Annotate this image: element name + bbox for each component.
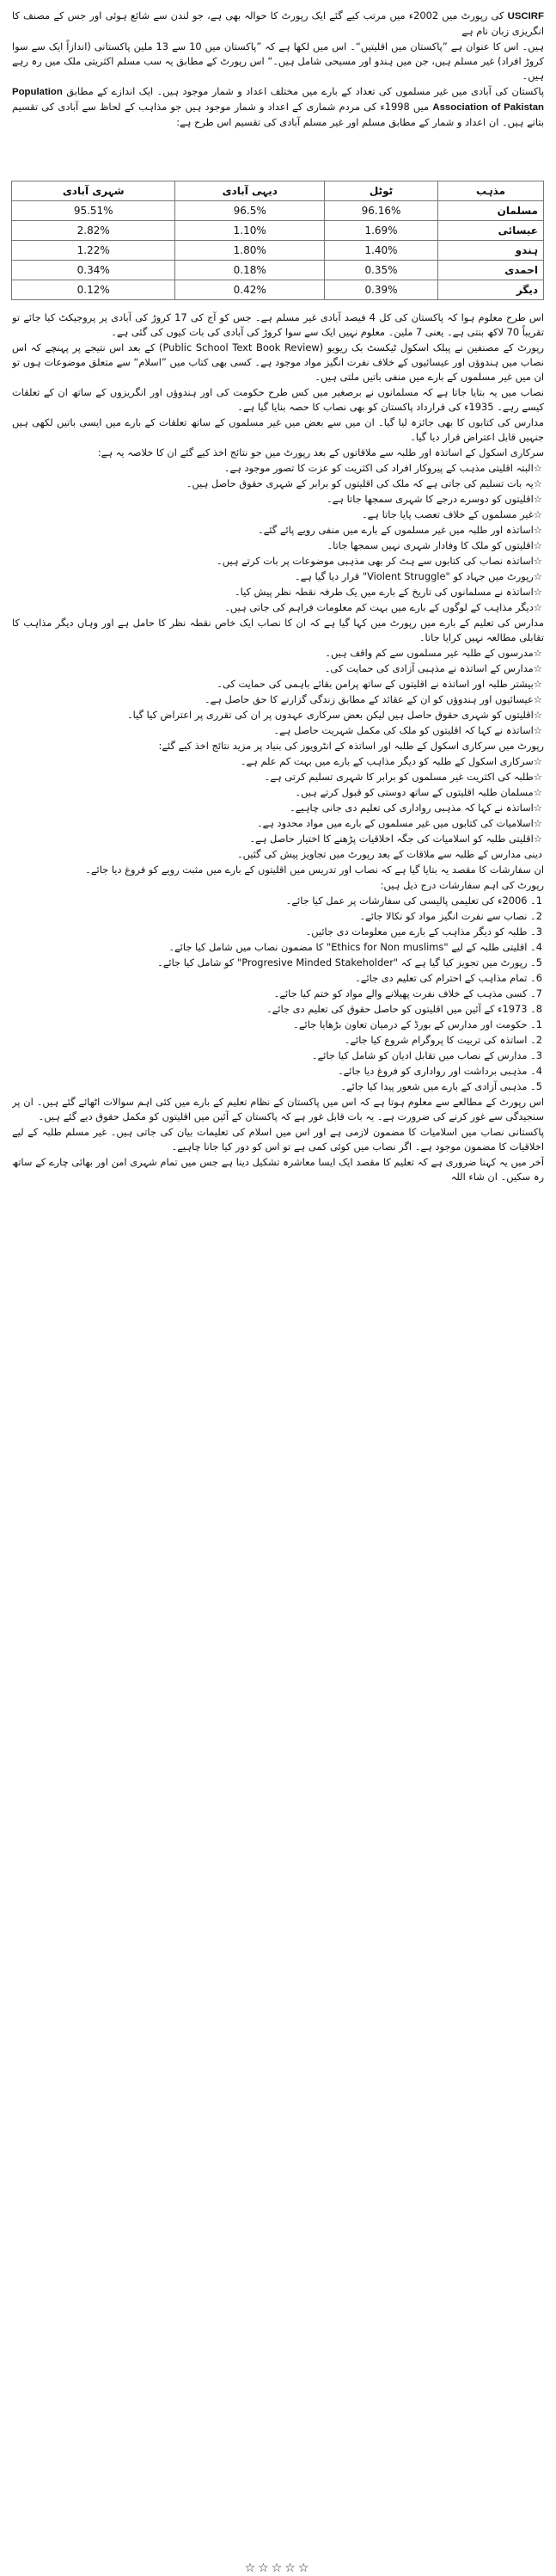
stakeholder-term: "Progresive Minded Stakeholder": [236, 956, 399, 968]
body-paragraph: پاکستانی نصاب میں اسلامیات کا مضمون لازمی ہے اور اس میں اسلام کی تعلیمات بیان کی جاتی ہیں۔ غیر مسلم طلبہ کے لیے اخلاقیات کا مضمون موجود ہے۔ اگر نصاب میں کوئی کمی ہے تو اس کو دور کیا جانا چاہیے۔: [12, 1126, 544, 1153]
body-paragraph: اس رپورٹ کے مطالعے سے معلوم ہوتا ہے کہ اس میں پاکستان کے نظام تعلیم کے بارے میں کئی اہم سوالات اٹھائے گئے ہیں۔ ان پر سنجیدگی سے غور کرنے کی ضرورت ہے۔ یہ بات قابل غور ہے کہ پاکستان کے آئین میں اقلیتوں کو مکمل حقوق دیے گئے ہیں۔: [12, 1096, 544, 1122]
star-bullet-icon: ☆: [533, 802, 542, 814]
list-item: ☆اقلیتی طلبہ کو اسلامیات کی جگہ اخلاقیات پڑھنے کا اختیار حاصل ہے۔: [249, 833, 542, 845]
stakeholder-recommendation-item: 5۔ رپورٹ میں تجویز کیا گیا ہے کہ "Progresive Minded Stakeholder" کو شامل کیا جائے۔: [157, 956, 542, 968]
body-paragraph: آخر میں یہ کہنا ضروری ہے کہ تعلیم کا مقصد ایک ایسا معاشرہ تشکیل دینا ہے جس میں تمام شہری امن اور بھائی چارے کے ساتھ رہ سکیں۔ ان شاء اللہ: [12, 1156, 544, 1183]
star-bullet-icon: ☆: [533, 524, 542, 536]
intro-text-1: کی رپورٹ میں 2002ء میں مرتب کیے گئے ایک رپورٹ کا حوالہ بھی ہے، جو لندن سے شائع ہوئی اور جس کے مصنف کا انگریزی زبان نام ہے: [12, 9, 544, 37]
star-bullet-icon: ☆: [533, 662, 542, 674]
body-paragraph: مدارس کی تعلیم کے بارے میں رپورٹ میں کہا گیا ہے کہ ان کا نصاب ایک خاص نقطہ نظر کا حامل ہے اور وہاں دیگر مذاہب کا تقابلی مطالعہ نہیں کرایا جاتا۔: [12, 617, 544, 643]
uscirf-label: USCIRF: [507, 11, 544, 22]
star-bullet-icon: ☆: [533, 755, 542, 767]
table-cell: 0.18%: [175, 261, 325, 280]
table-cell: 1.80%: [175, 241, 325, 261]
ethics-term: "Ethics for Non muslims": [326, 941, 449, 953]
list-item: ☆طلبہ کی اکثریت غیر مسلموں کو برابر کا شہری تسلیم کرتی ہے۔: [264, 771, 542, 783]
list-item: ☆اساتذہ اور طلبہ میں غیر مسلموں کے بارے میں منفی رویے پائے گئے۔: [258, 524, 542, 536]
body-paragraph: رپورٹ کی اہم سفارشات درج ذیل ہیں:: [380, 879, 544, 891]
body-paragraph: نصاب میں یہ بتایا جاتا ہے کہ مسلمانوں نے برصغیر میں کس طرح حکومت کی اور ہندوؤں اور انگریزوں کے ساتھ ان کے تعلقات کیسے رہے۔ 1935ء کی قرارداد پاکستان کو بھی نصاب کا حصہ بنایا گیا ہے۔: [12, 386, 544, 413]
table-row: [12, 201, 544, 221]
table-cell: 0.34%: [12, 261, 175, 280]
recommendation-item: 8۔ 1973ء کے آئین میں اقلیتوں کو حاصل حقوق کی تعلیم دی جائے۔: [266, 1003, 542, 1015]
list-item: ☆بیشتر طلبہ اور اساتذہ نے اقلیتوں کے ساتھ پرامن بقائے باہمی کی حمایت کی۔: [217, 678, 542, 690]
violent-struggle-item: ☆رپورٹ میں جہاد کو "Violent Struggle" قرار دیا گیا ہے۔: [294, 570, 542, 582]
body-paragraph: رپورٹ کے مصنفین نے پبلک اسکول ٹیکسٹ بک ریویو (Public School Text Book Review) کے بعد اس نتیجے پر پہنچے کہ اس نصاب میں ہندوؤں اور عیسائیوں کے خلاف نفرت انگیز مواد موجود ہے۔ کسی بھی کتاب میں ”اسلام“ سے متعلق موضوعات ہوں تو ان میں غیر مسلموں کے بارے میں منفی باتیں ملتی ہیں۔: [12, 341, 544, 383]
table-cell: 96.5%: [175, 201, 325, 221]
table-cell: 2.82%: [12, 221, 175, 241]
table-cell: 96.16%: [325, 201, 438, 221]
star-bullet-icon: ☆: [533, 539, 542, 551]
ethics-recommendation-item: 4۔ اقلیتی طلبہ کے لیے "Ethics for Non muslims" کا مضمون نصاب میں شامل کیا جائے۔: [168, 941, 542, 953]
recommendation-item: 5۔ مذہبی آزادی کے بارے میں شعور پیدا کیا جائے۔: [340, 1080, 542, 1092]
star-bullet-icon: ☆: [533, 771, 542, 783]
body-paragraph: رپورٹ میں سرکاری اسکول کے طلبہ اور اساتذہ کے انٹرویوز کی بنیاد پر مزید نتائج اخذ کیے گئے:: [158, 740, 544, 752]
list-item: ☆اقلیتوں کو ملک کا وفادار شہری نہیں سمجھا جاتا۔: [327, 539, 542, 551]
star-bullet-icon: ☆: [533, 709, 542, 721]
star-bullet-icon: ☆: [533, 647, 542, 659]
table-row: [12, 221, 544, 241]
table-cell: 1.40%: [325, 241, 438, 261]
list-item: ☆اسلامیات کی کتابوں میں غیر مسلموں کے بارے میں مواد محدود ہے۔: [256, 817, 542, 829]
recommendation-item: 4۔ مذہبی برداشت اور رواداری کو فروغ دیا جائے۔: [337, 1065, 542, 1077]
star-bullet-icon: ☆: [533, 477, 542, 489]
recommendation-item: 1۔ 2006ء کی تعلیمی پالیسی کی سفارشات پر عمل کیا جائے۔: [285, 895, 542, 907]
table-cell: عیسائی: [438, 221, 544, 241]
intro-paragraph-1: [12, 9, 544, 39]
star-bullet-icon: ☆: [533, 493, 542, 505]
list-item: ☆یہ بات تسلیم کی جاتی ہے کہ ملک کی اقلیتوں کو برابر کے شہری حقوق حاصل ہیں۔: [186, 477, 542, 489]
star-bullet-icon: ☆: [533, 833, 542, 845]
intro-text-4: میں 1998ء کی مردم شماری کے اعداد و شمار موجود ہیں جو مذاہب کے لحاظ سے آبادی کی تقسیم بتاتے ہیں۔ ان اعداد و شمار کے مطابق مسلم اور غیر مسلم آبادی کی تقسیم اس طرح ہے:: [12, 101, 544, 128]
header-rural: دیہی آبادی: [175, 181, 325, 201]
star-bullet-icon: ☆: [533, 555, 542, 567]
table-cell: 0.39%: [325, 280, 438, 300]
list-item: ☆مدرسوں کے طلبہ غیر مسلموں سے کم واقف ہیں۔: [325, 647, 542, 659]
list-item: ☆سرکاری اسکول کے طلبہ کو دیگر مذاہب کے بارے میں بہت کم علم ہے۔: [240, 755, 542, 767]
table-row: [12, 241, 544, 261]
table-header-row: [12, 181, 544, 201]
table-cell: 1.69%: [325, 221, 438, 241]
star-bullet-icon: ☆: [533, 570, 542, 582]
header-religion: مذہب: [438, 181, 544, 201]
recommendation-item: 1۔ حکومت اور مدارس کے بورڈ کے درمیان تعاون بڑھایا جائے۔: [293, 1018, 542, 1030]
body-paragraph: سرکاری اسکول کے اساتذہ اور طلبہ سے ملاقاتوں کے بعد رپورٹ میں جو نتائج اخذ کیے گئے ان کا خلاصہ یہ ہے:: [97, 446, 544, 458]
intro-paragraph-3: [12, 84, 544, 130]
list-item: ☆البتہ اقلیتی مذہب کے پیروکار افراد کی اکثریت کو عزت کا تصور موجود ہے۔: [223, 462, 542, 474]
table-cell: دیگر: [438, 280, 544, 300]
star-bullet-icon: ☆: [533, 508, 542, 520]
table-cell: ہندو: [438, 241, 544, 261]
table-cell: 1.22%: [12, 241, 175, 261]
table-cell: 1.10%: [175, 221, 325, 241]
list-item: ☆اساتذہ نصاب کی کتابوں سے ہٹ کر بھی مذہبی موضوعات پر بات کرتے ہیں۔: [217, 555, 542, 567]
footer-stars-divider: ☆☆☆☆☆: [244, 2561, 312, 2575]
body-paragraph: مدارس کی کتابوں کا بھی جائزہ لیا گیا۔ ان میں سے بعض میں غیر مسلموں کے ساتھ تعلقات کے بارے میں ایسی باتیں لکھی ہیں جنہیں قابل اعتراض قرار دیا گیا۔: [12, 416, 544, 443]
table-cell: مسلمان: [438, 201, 544, 221]
star-bullet-icon: ☆: [533, 693, 542, 705]
body-paragraph: اس طرح معلوم ہوا کہ پاکستان کی کل 4 فیصد آبادی غیر مسلم ہے۔ جس کو آج کی 17 کروڑ کی آبادی پر پروجیکٹ کیا جائے تو تقریباً 70 لاکھ بنتی ہے۔ یعنی 7 ملین۔ معلوم نہیں ایک سے سوا کروڑ کی آبادی کی بات کیوں کی گئی ہے۔: [12, 311, 544, 338]
recommendation-item: 2۔ اساتذہ کی تربیت کا پروگرام شروع کیا جائے۔: [344, 1034, 542, 1046]
intro-section: [12, 9, 544, 181]
star-bullet-icon: ☆: [533, 462, 542, 474]
star-bullet-icon: ☆: [533, 817, 542, 829]
list-item: ☆غیر مسلموں کے خلاف تعصب پایا جاتا ہے۔: [361, 508, 542, 520]
list-item: ☆اساتذہ نے مسلمانوں کی تاریخ کے بارے میں یک طرفہ نقطہ نظر پیش کیا۔: [234, 586, 542, 598]
header-urban: شہری آبادی: [12, 181, 175, 201]
list-item: ☆عیسائیوں اور ہندوؤں کو ان کے عقائد کے مطابق زندگی گزارنے کا حق حاصل ہے۔: [204, 693, 542, 705]
table-row: [12, 280, 544, 300]
article-body: [12, 310, 544, 2542]
violent-struggle-term: "Violent Struggle": [362, 570, 450, 582]
population-table: [11, 181, 544, 300]
list-item: ☆مدارس کے اساتذہ نے مذہبی آزادی کی حمایت کی۔: [324, 662, 542, 674]
table-cell: 0.12%: [12, 280, 175, 300]
body-paragraph: ان سفارشات کا مقصد یہ بتایا گیا ہے کہ نصاب اور تدریس میں اقلیتوں کے بارے میں مثبت رویے کو فروغ دیا جائے۔: [85, 864, 544, 876]
intro-text-3: پاکستان کی آبادی میں غیر مسلموں کی تعداد کے بارے میں مختلف اعداد و شمار موجود ہیں۔ ایک اندازے کے مطابق: [66, 85, 544, 97]
table-cell: 0.35%: [325, 261, 438, 280]
recommendation-item: 2۔ نصاب سے نفرت انگیز مواد کو نکالا جائے۔: [359, 910, 542, 922]
table-cell: 95.51%: [12, 201, 175, 221]
table-row: [12, 261, 544, 280]
list-item: ☆اساتذہ نے کہا کہ مذہبی رواداری کی تعلیم دی جانی چاہیے۔: [290, 802, 542, 814]
recommendation-item: 3۔ مدارس کے نصاب میں تقابل ادیان کو شامل کیا جائے۔: [311, 1049, 542, 1061]
recommendation-item: 7۔ کسی مذہب کے خلاف نفرت پھیلانے والے مواد کو ختم کیا جائے۔: [273, 987, 542, 999]
recommendation-item: 6۔ تمام مذاہب کے احترام کی تعلیم دی جائے۔: [355, 972, 542, 984]
list-item: ☆اساتذہ نے کہا کہ اقلیتوں کو ملک کی مکمل شہریت حاصل ہے۔: [273, 724, 542, 736]
header-total: ٹوٹل: [325, 181, 438, 201]
list-item: ☆اقلیتوں کو شہری حقوق حاصل ہیں لیکن بعض سرکاری عہدوں پر ان کی تقرری پر اعتراض کیا گیا۔: [126, 709, 542, 721]
list-item: ☆اقلیتوں کو دوسرے درجے کا شہری سمجھا جاتا ہے۔: [326, 493, 542, 505]
list-item: ☆مسلمان طلبہ اقلیتوں کے ساتھ دوستی کو قبول کرتے ہیں۔: [295, 786, 542, 798]
recommendation-item: 3۔ طلبہ کو دیگر مذاہب کے بارے میں معلومات دی جائیں۔: [305, 925, 542, 938]
list-item: ☆دیگر مذاہب کے لوگوں کے بارے میں بہت کم معلومات فراہم کی جاتی ہیں۔: [224, 601, 542, 613]
star-bullet-icon: ☆: [533, 586, 542, 598]
intro-paragraph-2: ہیں۔ اس کا عنوان ہے ”پاکستان میں اقلیتیں“۔ اس میں لکھا ہے کہ ”پاکستان میں 10 سے 13 ملین پاکستانی (اندازاً ایک سے سوا کروڑ افراد) غیر مسلم ہیں، جن میں ہندو اور مسیحی شامل ہیں۔“ اس رپورٹ کے مطابق یہ سب مسلم اکثریتی ملک میں رہ رہے ہیں۔: [12, 40, 544, 82]
table-cell: احمدی: [438, 261, 544, 280]
star-bullet-icon: ☆: [533, 786, 542, 798]
population-association-label: Population Association of Pakistan: [12, 87, 544, 113]
star-bullet-icon: ☆: [533, 678, 542, 690]
star-bullet-icon: ☆: [533, 724, 542, 736]
list-item: دینی مدارس کے طلبہ سے ملاقات کے بعد رپورٹ میں تجاویز پیش کی گئیں۔: [236, 848, 542, 860]
table-cell: 0.42%: [175, 280, 325, 300]
star-bullet-icon: ☆: [533, 601, 542, 613]
